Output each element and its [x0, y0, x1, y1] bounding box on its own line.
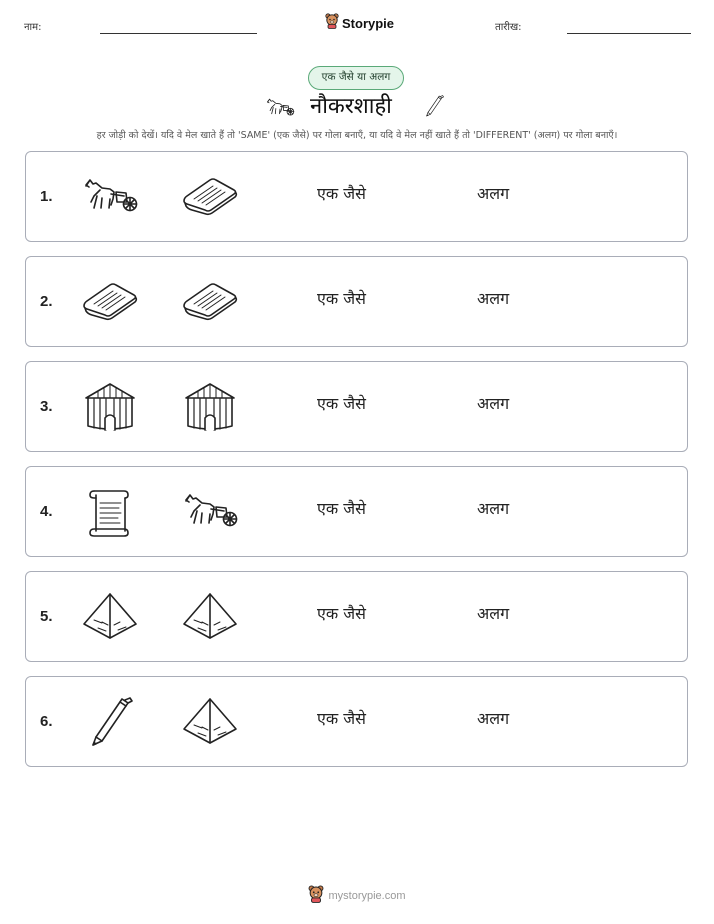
tablet-icon: [80, 277, 140, 327]
horse-cart-icon: [264, 95, 296, 125]
instructions: हर जोड़ी को देखें। यदि वे मेल खाते हैं तो 'SAME' (एक जैसे) पर गोला बनाएँ, या यदि वे मेल नहीं खाते हैं तो 'DIFFERENT' (अलग) पर गोला बनाएँ।: [96, 130, 618, 141]
tablet-icon: [180, 172, 240, 222]
question-number: 2.: [40, 293, 53, 310]
pyramid-icon: [180, 592, 240, 642]
page-title: नौकरशाही: [310, 94, 392, 119]
pencil-icon: [421, 91, 447, 125]
question-number: 5.: [40, 608, 53, 625]
question-number: 3.: [40, 398, 53, 415]
question-row: [25, 256, 688, 347]
question-row: [25, 361, 688, 452]
granary-icon: [180, 382, 240, 432]
different-option[interactable]: अलग: [477, 709, 510, 728]
pyramid-icon: [180, 697, 240, 747]
different-option[interactable]: अलग: [477, 499, 510, 518]
date-line[interactable]: [567, 33, 691, 34]
question-row: [25, 466, 688, 557]
question-row: [25, 676, 688, 767]
brand-name: Storypie: [342, 15, 395, 31]
horse-cart-icon: [80, 172, 140, 222]
scroll-icon: [80, 487, 140, 537]
name-line[interactable]: [100, 33, 257, 34]
same-option[interactable]: एक जैसे: [317, 289, 366, 308]
pyramid-icon: [80, 592, 140, 642]
different-option[interactable]: अलग: [477, 289, 510, 308]
same-option[interactable]: एक जैसे: [317, 604, 366, 623]
date-label: तारीख:: [495, 22, 522, 33]
same-option[interactable]: एक जैसे: [317, 499, 366, 518]
question-number: 4.: [40, 503, 53, 520]
brand: [325, 13, 394, 33]
bear-logo-icon: [325, 13, 339, 33]
pencil-icon: [80, 697, 140, 747]
bear-logo-icon: [308, 885, 324, 907]
question-number: 6.: [40, 713, 53, 730]
question-row: [25, 151, 688, 242]
horse-cart-icon: [180, 487, 240, 537]
same-option[interactable]: एक जैसे: [317, 184, 366, 203]
granary-icon: [80, 382, 140, 432]
name-label: नाम:: [24, 22, 42, 33]
worksheet-tag: एक जैसे या अलग: [308, 66, 404, 90]
different-option[interactable]: अलग: [477, 394, 510, 413]
different-option[interactable]: अलग: [477, 184, 510, 203]
same-option[interactable]: एक जैसे: [317, 394, 366, 413]
footer-site[interactable]: mystorypie.com: [328, 890, 406, 902]
worksheet-header: [0, 0, 714, 40]
footer: [0, 885, 714, 907]
different-option[interactable]: अलग: [477, 604, 510, 623]
same-option[interactable]: एक जैसे: [317, 709, 366, 728]
question-number: 1.: [40, 188, 53, 205]
tablet-icon: [180, 277, 240, 327]
question-row: [25, 571, 688, 662]
